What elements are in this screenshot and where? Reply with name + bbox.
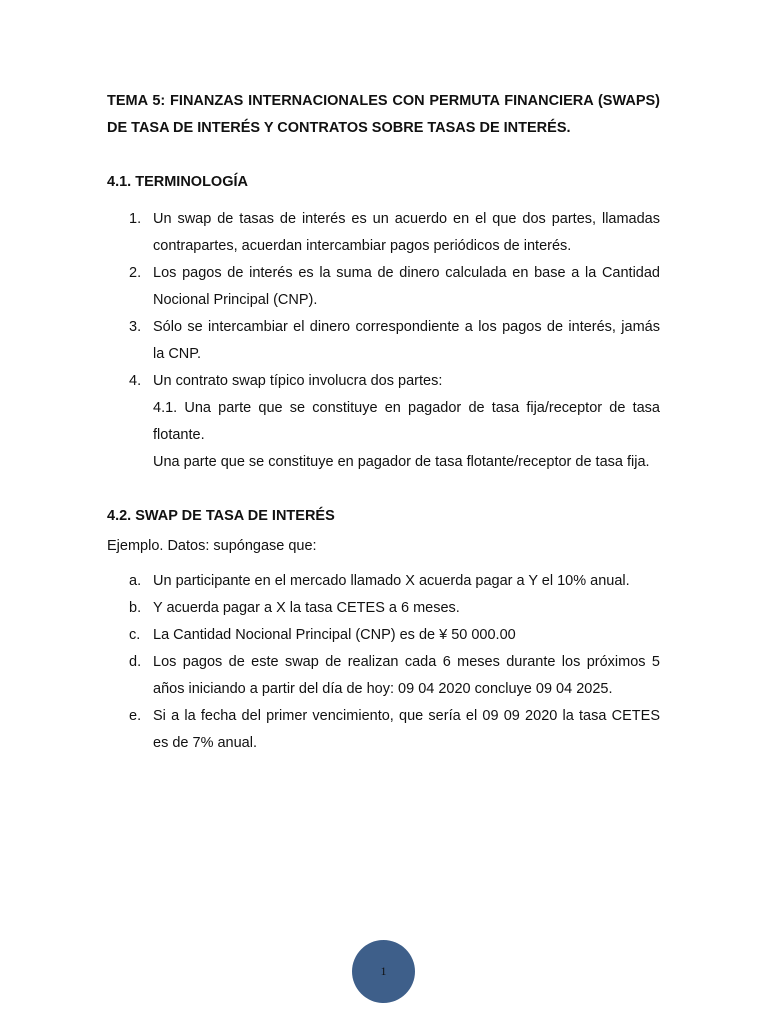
list-item [107,314,660,368]
list-item [107,206,660,260]
section-heading-swap: 4.2. SWAP DE TASA DE INTERÉS [107,508,335,524]
example-intro: Ejemplo. Datos: supóngase que: [107,538,317,554]
section-heading-terminologia: 4.1. TERMINOLOGÍA [107,174,248,190]
list-marker: b. [129,600,142,616]
list-item-text: Un contrato swap típico involucra dos partes: [153,373,443,389]
sub-item-text: 4.1. Una parte que se constituye en pagador de tasa fija/receptor de tasa flotante. [153,400,660,443]
list-item-text: Si a la fecha del primer vencimiento, que sería el 09 09 2020 la tasa CETES es de 7% anual. [153,708,660,751]
list-item-text: Sólo se intercambiar el dinero correspondiente a los pagos de interés, jamás la CNP. [153,319,660,362]
list-item [107,368,660,476]
list-item-text: Los pagos de interés es la suma de dinero calculada en base a la Cantidad Nocional Principal (CNP). [153,265,660,308]
list-marker: d. [129,654,142,670]
list-item [107,622,660,649]
example-list [107,568,660,757]
list-item-text: La Cantidad Nocional Principal (CNP) es de ¥ 50 000.00 [153,627,516,643]
page-number-badge [352,940,415,1003]
list-item-text: Un swap de tasas de interés es un acuerdo en el que dos partes, llamadas contrapartes, acuerdan intercambiar pagos periódicos de interés. [153,211,660,254]
terminology-list [107,206,660,476]
list-marker: 3. [129,319,142,335]
list-marker: a. [129,573,142,589]
page-number: 1 [380,964,387,978]
list-item [107,595,660,622]
list-marker: 1. [129,211,142,227]
list-item [107,568,660,595]
list-item-text: Y acuerda pagar a X la tasa CETES a 6 meses. [153,600,460,616]
document-title: TEMA 5: FINANZAS INTERNACIONALES CON PERMUTA FINANCIERA (SWAPS) DE TASA DE INTERÉS Y CONTRATOS SOBRE TASAS DE INTERÉS. [107,93,660,136]
list-marker: e. [129,708,142,724]
sub-item-text: Una parte que se constituye en pagador de tasa flotante/receptor de tasa fija. [153,454,650,470]
list-marker: c. [129,627,141,643]
list-item [107,649,660,703]
list-item [107,703,660,757]
list-marker: 4. [129,373,142,389]
list-item [107,260,660,314]
list-item-text: Los pagos de este swap de realizan cada 6 meses durante los próximos 5 años iniciando a partir del día de hoy: 09 04 2020 concluye 09 04 2025. [153,654,660,697]
list-item-text: Un participante en el mercado llamado X acuerda pagar a Y el 10% anual. [153,573,630,589]
list-marker: 2. [129,265,142,281]
document-page [107,88,660,757]
